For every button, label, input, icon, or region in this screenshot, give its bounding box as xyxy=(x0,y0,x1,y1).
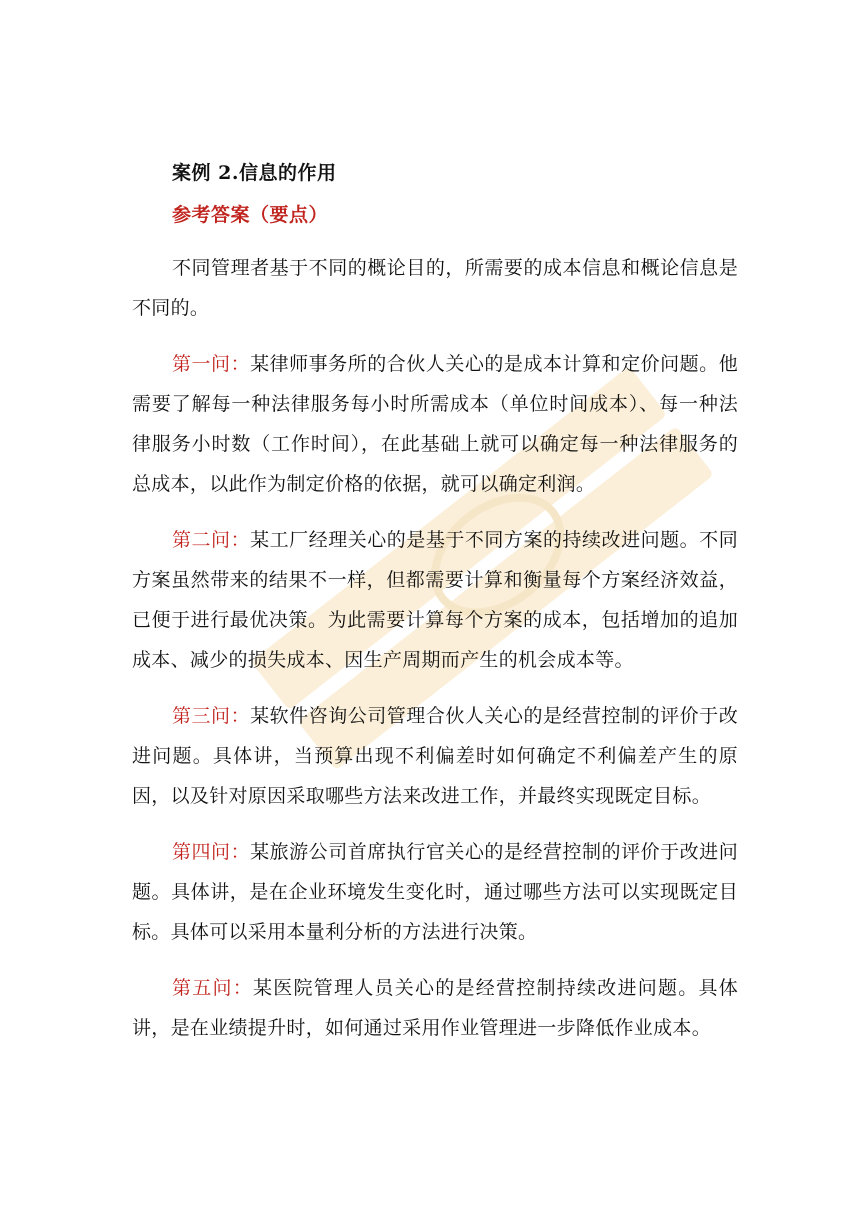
question-text-4: 某旅游公司首席执行官关心的是经营控制的评价于改进问题。具体讲，是在企业环境发生变化时，通过哪些方法可以实现既定目标。具体可以采用本量利分析的方法进行决策。 xyxy=(132,841,738,943)
question-label-4: 第四问： xyxy=(172,841,251,863)
document-content xyxy=(132,158,738,1048)
answer-title: 参考答案（要点） xyxy=(172,204,329,226)
question-text-3: 某软件咨询公司管理合伙人关心的是经营控制的评价于改进问题。具体讲，当预算出现不利偏差时如何确定不利偏差产生的原因，以及针对原因采取哪些方法来改进工作，并最终实现既定目标。 xyxy=(132,705,738,807)
question-paragraph-4 xyxy=(132,832,738,952)
intro-paragraph: 不同管理者基于不同的概论目的，所需要的成本信息和概论信息是不同的。 xyxy=(132,257,738,319)
question-paragraph-2 xyxy=(132,520,738,680)
question-label-1: 第一问： xyxy=(172,353,251,375)
question-paragraph-5 xyxy=(132,968,738,1048)
question-text-1: 某律师事务所的合伙人关心的是成本计算和定价问题。他需要了解每一种法律服务每小时所需成本（单位时间成本）、每一种法律服务小时数（工作时间），在此基础上就可以确定每一种法律服务的总成本，以此作为制定价格的依据，就可以确定利润。 xyxy=(132,353,738,495)
case-title: 案例 2.信息的作用 xyxy=(172,162,337,184)
question-paragraph-1 xyxy=(132,344,738,504)
question-label-2: 第二问： xyxy=(172,529,251,551)
question-text-5: 某医院管理人员关心的是经营控制持续改进问题。具体讲，是在业绩提升时，如何通过采用作业管理进一步降低作业成本。 xyxy=(132,977,739,1039)
question-label-5: 第五问： xyxy=(172,977,253,999)
question-text-2: 某工厂经理关心的是基于不同方案的持续改进问题。不同方案虽然带来的结果不一样，但都需要计算和衡量每个方案经济效益，已便于进行最优决策。为此需要计算每个方案的成本，包括增加的追加成本、减少的损失成本、因生产周期而产生的机会成本等。 xyxy=(132,529,738,671)
question-label-3: 第三问： xyxy=(172,705,251,727)
question-paragraph-3 xyxy=(132,696,738,816)
